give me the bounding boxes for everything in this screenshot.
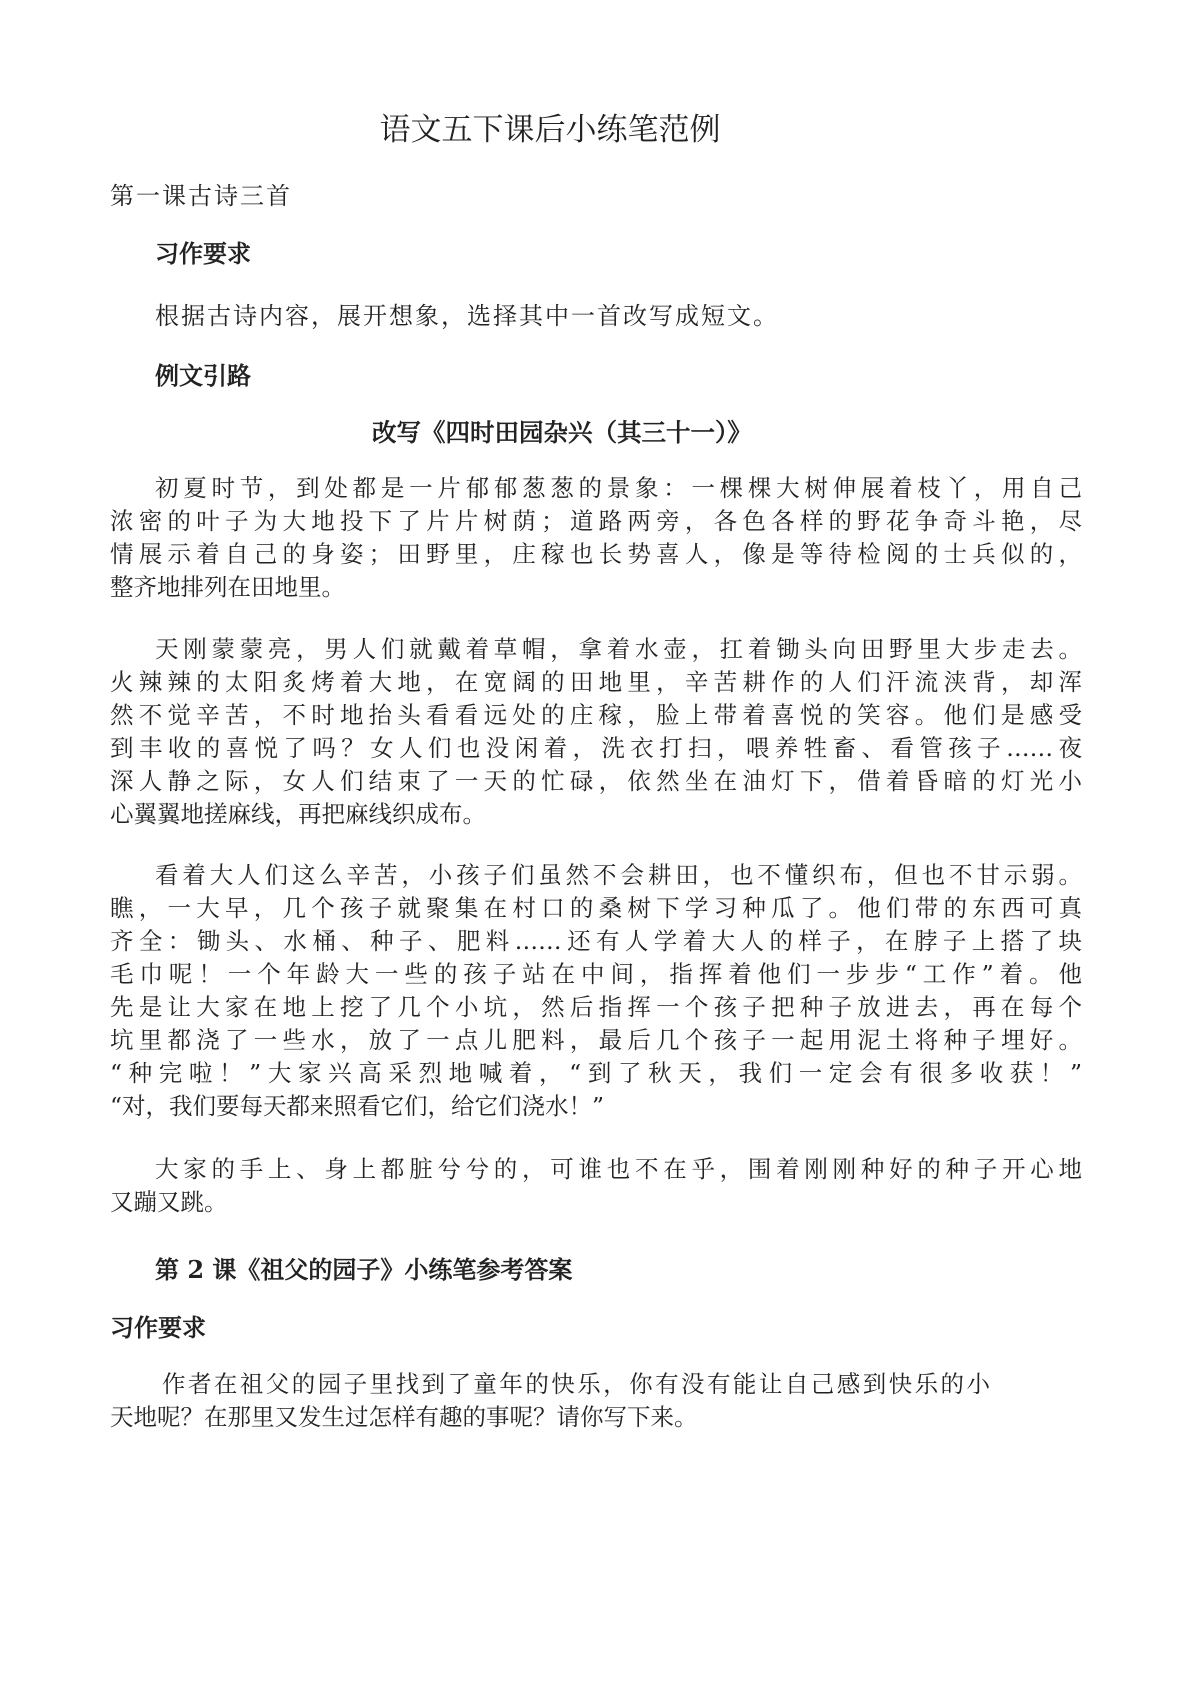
lesson2-heading: 第 2 课《祖父的园子》小练笔参考答案 (155, 1255, 573, 1284)
essay-paragraph (110, 472, 1082, 604)
text-line: 深人静之际，女人们结束了一天的忙碌，依然坐在油灯下，借着昏暗的灯光小 (110, 767, 1082, 795)
document-title: 语文五下课后小练笔范例 (379, 112, 721, 148)
text-line: 又蹦又跳。 (110, 1188, 228, 1216)
lesson1-heading: 第一课古诗三首 (110, 182, 292, 210)
text-line: 浓密的叶子为大地投下了片片树荫；道路两旁，各色各样的野花争奇斗艳，尽 (110, 507, 1082, 535)
text-line: 初夏时节，到处都是一片郁郁葱葱的景象：一棵棵大树伸展着枝丫，用自己 (155, 474, 1082, 502)
lesson1-requirement-label: 习作要求 (155, 239, 251, 268)
text-line: 毛巾呢！一个年龄大一些的孩子站在中间，指挥着他们一步步“工作”着。他 (110, 960, 1082, 988)
text-line: 心翼翼地搓麻线，再把麻线织成布。 (110, 800, 486, 828)
lesson2-requirement-text (110, 1368, 990, 1434)
text-line: 整齐地排列在田地里。 (110, 573, 345, 601)
lesson1-requirement-text: 根据古诗内容，展开想象，选择其中一首改写成短文。 (155, 302, 779, 330)
text-line: 天刚蒙蒙亮，男人们就戴着草帽，拿着水壶，扛着锄头向田野里大步走去。 (155, 635, 1082, 663)
text-line: 瞧，一大早，几个孩子就聚集在村口的桑树下学习种瓜了。他们带的东西可真 (110, 894, 1082, 922)
text-line: 天地呢？在那里又发生过怎样有趣的事呢？请你写下来。 (110, 1403, 698, 1431)
lesson2-requirement-label: 习作要求 (110, 1313, 206, 1342)
text-line: 看着大人们这么辛苦，小孩子们虽然不会耕田，也不懂织布，但也不甘示弱。 (155, 861, 1082, 889)
text-line: 坑里都浇了一些水，放了一点儿肥料，最后几个孩子一起用泥土将种子埋好。 (110, 1026, 1082, 1054)
essay-paragraph (110, 1153, 1082, 1219)
text-line: 大家的手上、身上都脏兮兮的，可谁也不在乎，围着刚刚种好的种子开心地 (155, 1155, 1082, 1183)
text-line: 火辣辣的太阳炙烤着大地，在宽阔的田地里，辛苦耕作的人们汗流浃背，却浑 (110, 668, 1082, 696)
text-line: 情展示着自己的身姿；田野里，庄稼也长势喜人，像是等待检阅的士兵似的， (110, 540, 1082, 568)
essay-paragraph (110, 633, 1082, 831)
essay-title: 改写《四时田园杂兴（其三十一）》 (372, 418, 752, 447)
text-line: 到丰收的喜悦了吗？女人们也没闲着，洗衣打扫，喂养牲畜、看管孩子……夜 (110, 734, 1082, 762)
essay-paragraph (110, 859, 1082, 1123)
text-line: 然不觉辛苦，不时地抬头看看远处的庄稼，脸上带着喜悦的笑容。他们是感受 (110, 701, 1082, 729)
text-line: 先是让大家在地上挖了几个小坑，然后指挥一个孩子把种子放进去，再在每个 (110, 993, 1082, 1021)
text-line: “对，我们要每天都来照看它们，给它们浇水！” (110, 1092, 605, 1120)
text-line: 齐全：锄头、水桶、种子、肥料……还有人学着大人的样子，在脖子上搭了块 (110, 927, 1082, 955)
example-label: 例文引路 (155, 361, 251, 390)
text-line: 作者在祖父的园子里找到了童年的快乐，你有没有能让自己感到快乐的小 (162, 1370, 990, 1398)
text-line: “种完啦！”大家兴高采烈地喊着，“到了秋天，我们一定会有很多收获！” (110, 1059, 1082, 1087)
